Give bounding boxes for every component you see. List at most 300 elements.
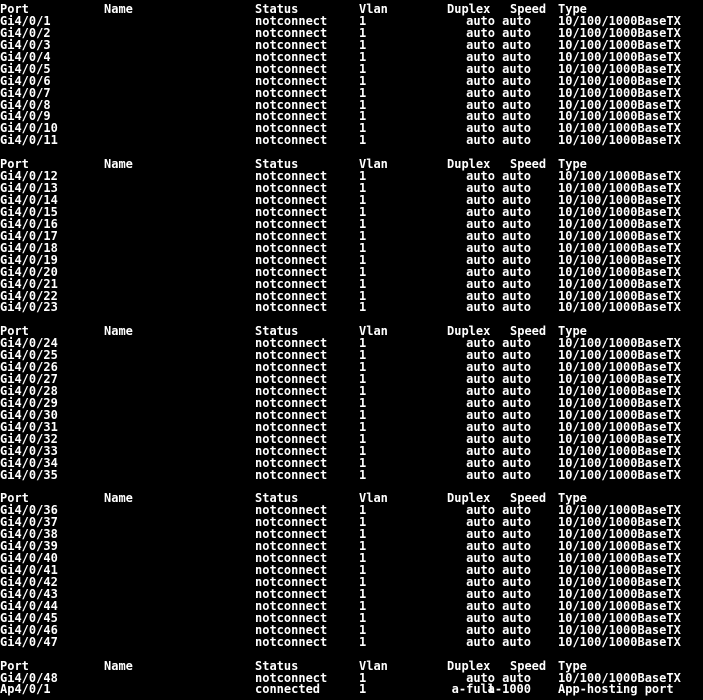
port-cell: Gi4/0/1 [0, 13, 51, 28]
status-cell: notconnect [255, 49, 328, 64]
type-cell: 10/100/1000BaseTX [558, 634, 681, 649]
duplex-cell: auto [466, 193, 495, 207]
type-cell: 10/100/1000BaseTX [558, 455, 681, 470]
status-cell: notconnect [255, 97, 328, 112]
vlan-cell: 1 [359, 228, 367, 243]
speed-cell: auto [502, 515, 531, 530]
status-cell: notconnect [255, 181, 328, 196]
port-cell: Gi4/0/33 [0, 443, 58, 458]
duplex-cell: auto [466, 443, 495, 458]
duplex-cell: auto [466, 431, 495, 446]
port-cell: Gi4/0/13 [0, 181, 58, 196]
type-cell: 10/100/1000BaseTX [558, 109, 681, 124]
duplex-cell: auto [466, 288, 495, 303]
vlan-cell: 1 [359, 336, 367, 351]
vlan-cell: 1 [359, 622, 367, 637]
port-cell: Ap4/0/1 [0, 682, 51, 697]
duplex-cell: auto [466, 276, 495, 291]
vlan-cell: 1 [359, 527, 367, 542]
duplex-cell: auto [466, 85, 495, 100]
header-speed: Speed [510, 324, 547, 339]
type-cell: 10/100/1000BaseTX [558, 252, 681, 267]
vlan-cell: 1 [359, 670, 367, 685]
type-cell: 10/100/1000BaseTX [558, 264, 681, 279]
type-cell: 10/100/1000BaseTX [558, 97, 681, 112]
speed-cell: auto [502, 503, 531, 518]
table-row [0, 135, 703, 147]
type-cell: 10/100/1000BaseTX [558, 61, 681, 76]
table-row [0, 302, 703, 314]
type-cell: 10/100/1000BaseTX [558, 121, 681, 136]
status-cell: notconnect [255, 467, 328, 482]
type-cell: 10/100/1000BaseTX [558, 216, 681, 231]
duplex-cell: auto [466, 252, 495, 267]
type-cell: 10/100/1000BaseTX [558, 228, 681, 243]
speed-cell: auto [502, 443, 531, 458]
status-cell: notconnect [255, 73, 328, 88]
status-cell: notconnect [255, 586, 328, 601]
type-cell: 10/100/1000BaseTX [558, 539, 681, 554]
duplex-cell: auto [466, 348, 495, 363]
duplex-cell: auto [466, 240, 495, 255]
speed-cell: auto [502, 25, 531, 40]
duplex-cell: auto [466, 300, 495, 315]
port-cell: Gi4/0/8 [0, 97, 51, 112]
type-cell: 10/100/1000BaseTX [558, 73, 681, 88]
speed-cell: auto [502, 563, 531, 578]
table-row [0, 467, 703, 482]
duplex-cell: auto [466, 121, 495, 136]
speed-cell: auto [502, 622, 531, 637]
header-speed: Speed [510, 491, 547, 506]
speed-cell: auto [502, 419, 531, 434]
header-status: Status [255, 2, 299, 16]
duplex-cell: auto [466, 670, 495, 685]
header-type: Type [558, 658, 587, 673]
type-cell: App-hosting port [558, 682, 674, 697]
port-cell: Gi4/0/4 [0, 49, 51, 64]
header-vlan: Vlan [359, 2, 388, 16]
type-cell: 10/100/1000BaseTX [558, 419, 681, 434]
header-vlan: Vlan [359, 324, 388, 339]
duplex-cell: auto [466, 49, 495, 64]
duplex-cell: auto [466, 73, 495, 88]
vlan-cell: 1 [359, 300, 367, 315]
speed-cell: auto [502, 73, 531, 88]
status-cell: notconnect [255, 443, 328, 458]
header-vlan: Vlan [359, 491, 388, 506]
speed-cell: auto [502, 348, 531, 363]
port-cell: Gi4/0/36 [0, 503, 58, 518]
status-cell: notconnect [255, 360, 328, 375]
speed-cell: auto [502, 264, 531, 279]
vlan-cell: 1 [359, 133, 367, 148]
status-cell: notconnect [255, 13, 328, 28]
type-cell: 10/100/1000BaseTX [558, 467, 681, 482]
port-cell: Gi4/0/42 [0, 575, 58, 589]
duplex-cell: a-full [451, 682, 495, 697]
vlan-cell: 1 [359, 598, 367, 613]
speed-cell: auto [502, 240, 531, 255]
duplex-cell: auto [466, 384, 495, 398]
port-cell: Gi4/0/18 [0, 240, 58, 255]
speed-cell: auto [502, 216, 531, 231]
header-vlan: Vlan [359, 157, 388, 172]
duplex-cell: auto [466, 204, 495, 219]
status-cell: notconnect [255, 252, 328, 267]
vlan-cell: 1 [359, 85, 367, 100]
header-speed: Speed [510, 157, 547, 172]
port-cell: Gi4/0/44 [0, 598, 58, 613]
duplex-cell: auto [466, 575, 495, 589]
type-cell: 10/100/1000BaseTX [558, 348, 681, 363]
speed-cell: auto [502, 85, 531, 100]
terminal-output [0, 4, 703, 696]
header-vlan: Vlan [359, 658, 388, 673]
type-cell: 10/100/1000BaseTX [558, 37, 681, 52]
speed-cell: auto [502, 455, 531, 470]
speed-cell: auto [502, 37, 531, 52]
speed-cell: auto [502, 13, 531, 28]
duplex-cell: auto [466, 133, 495, 148]
type-cell: 10/100/1000BaseTX [558, 443, 681, 458]
vlan-cell: 1 [359, 539, 367, 554]
duplex-cell: auto [466, 216, 495, 231]
vlan-cell: 1 [359, 61, 367, 76]
speed-cell: auto [502, 610, 531, 625]
vlan-cell: 1 [359, 25, 367, 40]
status-cell: notconnect [255, 37, 328, 52]
status-cell: notconnect [255, 515, 328, 530]
vlan-cell: 1 [359, 586, 367, 601]
status-cell: notconnect [255, 575, 328, 589]
status-cell: notconnect [255, 169, 328, 184]
header-speed: Speed [510, 658, 547, 673]
port-cell: Gi4/0/39 [0, 539, 58, 554]
port-cell: Gi4/0/3 [0, 37, 51, 52]
duplex-cell: auto [466, 264, 495, 279]
port-cell: Gi4/0/32 [0, 431, 58, 446]
speed-cell: auto [502, 49, 531, 64]
header-type: Type [558, 157, 587, 172]
status-cell: notconnect [255, 598, 328, 613]
vlan-cell: 1 [359, 121, 367, 136]
speed-cell: auto [502, 300, 531, 315]
duplex-cell: auto [466, 455, 495, 470]
port-cell: Gi4/0/37 [0, 515, 58, 530]
vlan-cell: 1 [359, 443, 367, 458]
port-cell: Gi4/0/43 [0, 586, 58, 601]
duplex-cell: auto [466, 181, 495, 196]
duplex-cell: auto [466, 610, 495, 625]
speed-cell: auto [502, 252, 531, 267]
port-cell: Gi4/0/9 [0, 109, 51, 124]
type-cell: 10/100/1000BaseTX [558, 276, 681, 291]
status-cell: notconnect [255, 336, 328, 351]
vlan-cell: 1 [359, 467, 367, 482]
vlan-cell: 1 [359, 372, 367, 387]
status-cell: notconnect [255, 407, 328, 422]
duplex-cell: auto [466, 372, 495, 387]
port-cell: Gi4/0/10 [0, 121, 58, 136]
vlan-cell: 1 [359, 348, 367, 363]
status-cell: notconnect [255, 384, 328, 398]
speed-cell: auto [502, 133, 531, 148]
header-duplex: Duplex [447, 491, 491, 506]
type-cell: 10/100/1000BaseTX [558, 431, 681, 446]
type-cell: 10/100/1000BaseTX [558, 384, 681, 398]
duplex-cell: auto [466, 169, 495, 184]
speed-cell: auto [502, 228, 531, 243]
vlan-cell: 1 [359, 13, 367, 28]
vlan-cell: 1 [359, 610, 367, 625]
port-cell: Gi4/0/28 [0, 384, 58, 398]
type-cell: 10/100/1000BaseTX [558, 395, 681, 410]
port-cell: Gi4/0/35 [0, 467, 58, 482]
header-status: Status [255, 658, 299, 673]
port-cell: Gi4/0/21 [0, 276, 58, 291]
type-cell: 10/100/1000BaseTX [558, 288, 681, 303]
type-cell: 10/100/1000BaseTX [558, 563, 681, 578]
status-cell: notconnect [255, 288, 328, 303]
speed-cell: auto [502, 121, 531, 136]
speed-cell: auto [502, 407, 531, 422]
status-cell: notconnect [255, 240, 328, 255]
status-cell: notconnect [255, 216, 328, 231]
port-cell: Gi4/0/22 [0, 288, 58, 303]
duplex-cell: auto [466, 395, 495, 410]
type-cell: 10/100/1000BaseTX [558, 204, 681, 219]
vlan-cell: 1 [359, 431, 367, 446]
type-cell: 10/100/1000BaseTX [558, 551, 681, 566]
header-status: Status [255, 491, 299, 506]
port-cell: Gi4/0/19 [0, 252, 58, 267]
type-cell: 10/100/1000BaseTX [558, 133, 681, 148]
header-port: Port [0, 157, 29, 172]
speed-cell: auto [502, 634, 531, 649]
duplex-cell: auto [466, 419, 495, 434]
vlan-cell: 1 [359, 407, 367, 422]
speed-cell: auto [502, 204, 531, 219]
duplex-cell: auto [466, 503, 495, 518]
status-cell: notconnect [255, 61, 328, 76]
speed-cell: auto [502, 169, 531, 184]
status-cell: connected [255, 682, 321, 697]
header-duplex: Duplex [447, 2, 491, 16]
port-cell: Gi4/0/38 [0, 527, 58, 542]
status-cell: notconnect [255, 228, 328, 243]
header-duplex: Duplex [447, 324, 491, 339]
port-cell: Gi4/0/45 [0, 610, 58, 625]
duplex-cell: auto [466, 527, 495, 542]
type-cell: 10/100/1000BaseTX [558, 13, 681, 28]
speed-cell: auto [502, 193, 531, 207]
speed-cell: auto [502, 551, 531, 566]
status-cell: notconnect [255, 670, 328, 685]
speed-cell: auto [502, 527, 531, 542]
speed-cell: auto [502, 384, 531, 398]
speed-cell: auto [502, 97, 531, 112]
speed-cell: auto [502, 109, 531, 124]
header-type: Type [558, 2, 587, 16]
vlan-cell: 1 [359, 97, 367, 112]
type-cell: 10/100/1000BaseTX [558, 372, 681, 387]
duplex-cell: auto [466, 551, 495, 566]
type-cell: 10/100/1000BaseTX [558, 622, 681, 637]
duplex-cell: auto [466, 360, 495, 375]
status-cell: notconnect [255, 431, 328, 446]
type-cell: 10/100/1000BaseTX [558, 300, 681, 315]
status-cell: notconnect [255, 193, 328, 207]
status-cell: notconnect [255, 276, 328, 291]
port-cell: Gi4/0/11 [0, 133, 58, 148]
header-name: Name [104, 324, 133, 339]
vlan-cell: 1 [359, 575, 367, 589]
speed-cell: auto [502, 288, 531, 303]
vlan-cell: 1 [359, 384, 367, 398]
vlan-cell: 1 [359, 288, 367, 303]
status-cell: notconnect [255, 503, 328, 518]
port-cell: Gi4/0/7 [0, 85, 51, 100]
speed-cell: a-1000 [487, 682, 531, 697]
vlan-cell: 1 [359, 360, 367, 375]
status-cell: notconnect [255, 622, 328, 637]
header-type: Type [558, 491, 587, 506]
type-cell: 10/100/1000BaseTX [558, 193, 681, 207]
header-name: Name [104, 157, 133, 172]
vlan-cell: 1 [359, 395, 367, 410]
port-cell: Gi4/0/34 [0, 455, 58, 470]
type-cell: 10/100/1000BaseTX [558, 670, 681, 685]
type-cell: 10/100/1000BaseTX [558, 336, 681, 351]
status-cell: notconnect [255, 300, 328, 315]
status-cell: notconnect [255, 610, 328, 625]
header-port: Port [0, 491, 29, 506]
speed-cell: auto [502, 372, 531, 387]
header-speed: Speed [510, 2, 547, 16]
duplex-cell: auto [466, 622, 495, 637]
port-cell: Gi4/0/16 [0, 216, 58, 231]
vlan-cell: 1 [359, 634, 367, 649]
status-cell: notconnect [255, 419, 328, 434]
vlan-cell: 1 [359, 682, 367, 697]
vlan-cell: 1 [359, 73, 367, 88]
speed-cell: auto [502, 539, 531, 554]
vlan-cell: 1 [359, 276, 367, 291]
status-cell: notconnect [255, 551, 328, 566]
port-cell: Gi4/0/25 [0, 348, 58, 363]
port-cell: Gi4/0/41 [0, 563, 58, 578]
type-cell: 10/100/1000BaseTX [558, 527, 681, 542]
status-cell: notconnect [255, 109, 328, 124]
header-name: Name [104, 2, 133, 16]
status-cell: notconnect [255, 455, 328, 470]
port-cell: Gi4/0/24 [0, 336, 58, 351]
port-cell: Gi4/0/17 [0, 228, 58, 243]
vlan-cell: 1 [359, 193, 367, 207]
port-cell: Gi4/0/48 [0, 670, 58, 685]
port-cell: Gi4/0/47 [0, 634, 58, 649]
vlan-cell: 1 [359, 419, 367, 434]
duplex-cell: auto [466, 37, 495, 52]
status-cell: notconnect [255, 121, 328, 136]
port-cell: Gi4/0/46 [0, 622, 58, 637]
port-cell: Gi4/0/15 [0, 204, 58, 219]
header-status: Status [255, 157, 299, 172]
duplex-cell: auto [466, 25, 495, 40]
vlan-cell: 1 [359, 216, 367, 231]
status-cell: notconnect [255, 133, 328, 148]
type-cell: 10/100/1000BaseTX [558, 598, 681, 613]
status-cell: notconnect [255, 264, 328, 279]
type-cell: 10/100/1000BaseTX [558, 240, 681, 255]
vlan-cell: 1 [359, 515, 367, 530]
speed-cell: auto [502, 467, 531, 482]
status-cell: notconnect [255, 204, 328, 219]
table-row [0, 684, 703, 696]
vlan-cell: 1 [359, 240, 367, 255]
speed-cell: auto [502, 670, 531, 685]
status-cell: notconnect [255, 85, 328, 100]
header-duplex: Duplex [447, 658, 491, 673]
duplex-cell: auto [466, 586, 495, 601]
type-cell: 10/100/1000BaseTX [558, 575, 681, 589]
type-cell: 10/100/1000BaseTX [558, 407, 681, 422]
type-cell: 10/100/1000BaseTX [558, 169, 681, 184]
duplex-cell: auto [466, 13, 495, 28]
speed-cell: auto [502, 598, 531, 613]
header-type: Type [558, 324, 587, 339]
speed-cell: auto [502, 395, 531, 410]
duplex-cell: auto [466, 467, 495, 482]
port-cell: Gi4/0/5 [0, 61, 51, 76]
vlan-cell: 1 [359, 264, 367, 279]
port-cell: Gi4/0/27 [0, 372, 58, 387]
port-cell: Gi4/0/26 [0, 360, 58, 375]
port-cell: Gi4/0/29 [0, 395, 58, 410]
duplex-cell: auto [466, 61, 495, 76]
speed-cell: auto [502, 431, 531, 446]
duplex-cell: auto [466, 515, 495, 530]
duplex-cell: auto [466, 228, 495, 243]
duplex-cell: auto [466, 109, 495, 124]
vlan-cell: 1 [359, 563, 367, 578]
speed-cell: auto [502, 61, 531, 76]
status-cell: notconnect [255, 25, 328, 40]
speed-cell: auto [502, 276, 531, 291]
vlan-cell: 1 [359, 181, 367, 196]
type-cell: 10/100/1000BaseTX [558, 360, 681, 375]
duplex-cell: auto [466, 598, 495, 613]
status-cell: notconnect [255, 539, 328, 554]
duplex-cell: auto [466, 97, 495, 112]
header-name: Name [104, 658, 133, 673]
vlan-cell: 1 [359, 503, 367, 518]
duplex-cell: auto [466, 634, 495, 649]
type-cell: 10/100/1000BaseTX [558, 515, 681, 530]
vlan-cell: 1 [359, 109, 367, 124]
type-cell: 10/100/1000BaseTX [558, 49, 681, 64]
type-cell: 10/100/1000BaseTX [558, 181, 681, 196]
duplex-cell: auto [466, 563, 495, 578]
vlan-cell: 1 [359, 252, 367, 267]
speed-cell: auto [502, 575, 531, 589]
vlan-cell: 1 [359, 37, 367, 52]
vlan-cell: 1 [359, 49, 367, 64]
type-cell: 10/100/1000BaseTX [558, 610, 681, 625]
table-row [0, 634, 703, 649]
type-cell: 10/100/1000BaseTX [558, 503, 681, 518]
